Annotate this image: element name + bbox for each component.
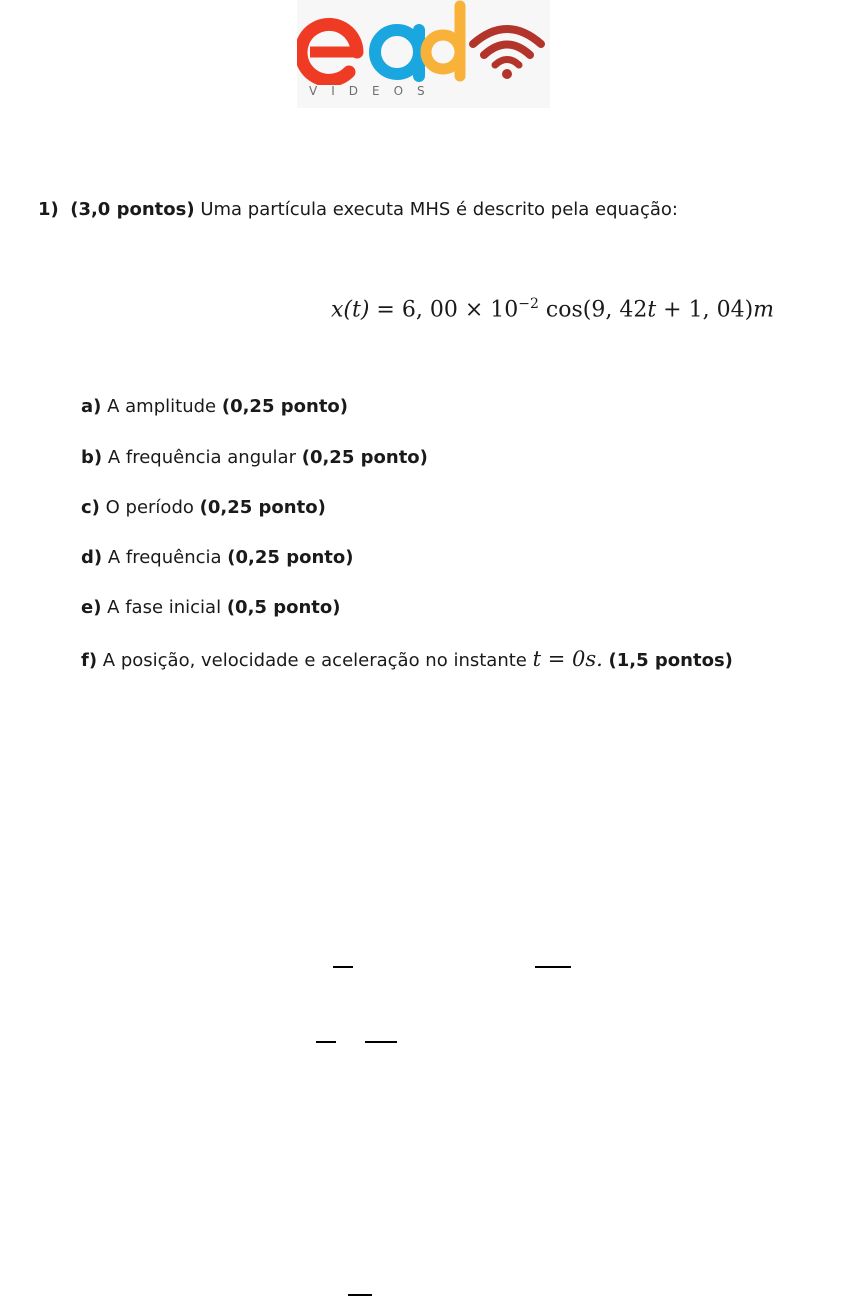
item-b — [81, 447, 428, 468]
item-text: A posição, velocidade e aceleração no instante — [102, 650, 527, 671]
item-label: f) — [81, 650, 98, 671]
equation-base: 10 — [490, 297, 519, 323]
wifi-icon — [467, 18, 547, 80]
equation-t: t — [647, 297, 657, 323]
item-label: c) — [81, 497, 100, 518]
question-number: 1) — [38, 199, 59, 220]
item-d — [81, 547, 353, 568]
equation-exponent: −2 — [518, 296, 539, 312]
item-c — [81, 497, 326, 518]
item-points: (1,5 pontos) — [608, 650, 733, 671]
item-label: a) — [81, 396, 102, 417]
item-label: b) — [81, 447, 103, 468]
question-text: Uma partícula executa MHS é descrito pela equação: — [200, 199, 678, 220]
equation-rest: cos(9, 42 — [545, 297, 648, 323]
equation-lhs: x(t) — [331, 297, 370, 323]
item-text: A fase inicial — [107, 597, 222, 618]
equation-eq: = 6, 00 × — [376, 297, 484, 323]
item-math: t = 0s. — [532, 647, 603, 671]
logo-wordmark — [297, 0, 467, 85]
fraction-bar — [365, 1041, 397, 1043]
item-a — [81, 396, 348, 417]
item-text: A frequência — [107, 547, 222, 568]
item-text: O período — [105, 497, 194, 518]
item-text: A amplitude — [107, 396, 217, 417]
item-f — [81, 647, 733, 671]
fraction-bar — [316, 1041, 336, 1043]
equation-unit: m — [753, 297, 775, 323]
question-statement — [38, 199, 678, 220]
item-points: (0,5 ponto) — [226, 597, 341, 618]
item-points: (0,25 ponto) — [221, 396, 349, 417]
item-points: (0,25 ponto) — [301, 447, 428, 468]
mhs-equation — [331, 296, 774, 322]
item-label: e) — [81, 597, 102, 618]
item-label: d) — [81, 547, 103, 568]
fraction-bar — [333, 966, 353, 968]
item-text: A frequência angular — [107, 447, 296, 468]
item-points: (0,25 ponto) — [199, 497, 326, 518]
equation-tail: + 1, 04) — [663, 297, 754, 323]
item-e — [81, 597, 340, 618]
item-points: (0,25 ponto) — [227, 547, 354, 568]
ead-videos-logo — [297, 0, 550, 108]
fraction-bar — [535, 966, 571, 968]
logo-subtitle: VÍDEOS — [309, 84, 439, 98]
question-points: (3,0 pontos) — [70, 199, 195, 220]
